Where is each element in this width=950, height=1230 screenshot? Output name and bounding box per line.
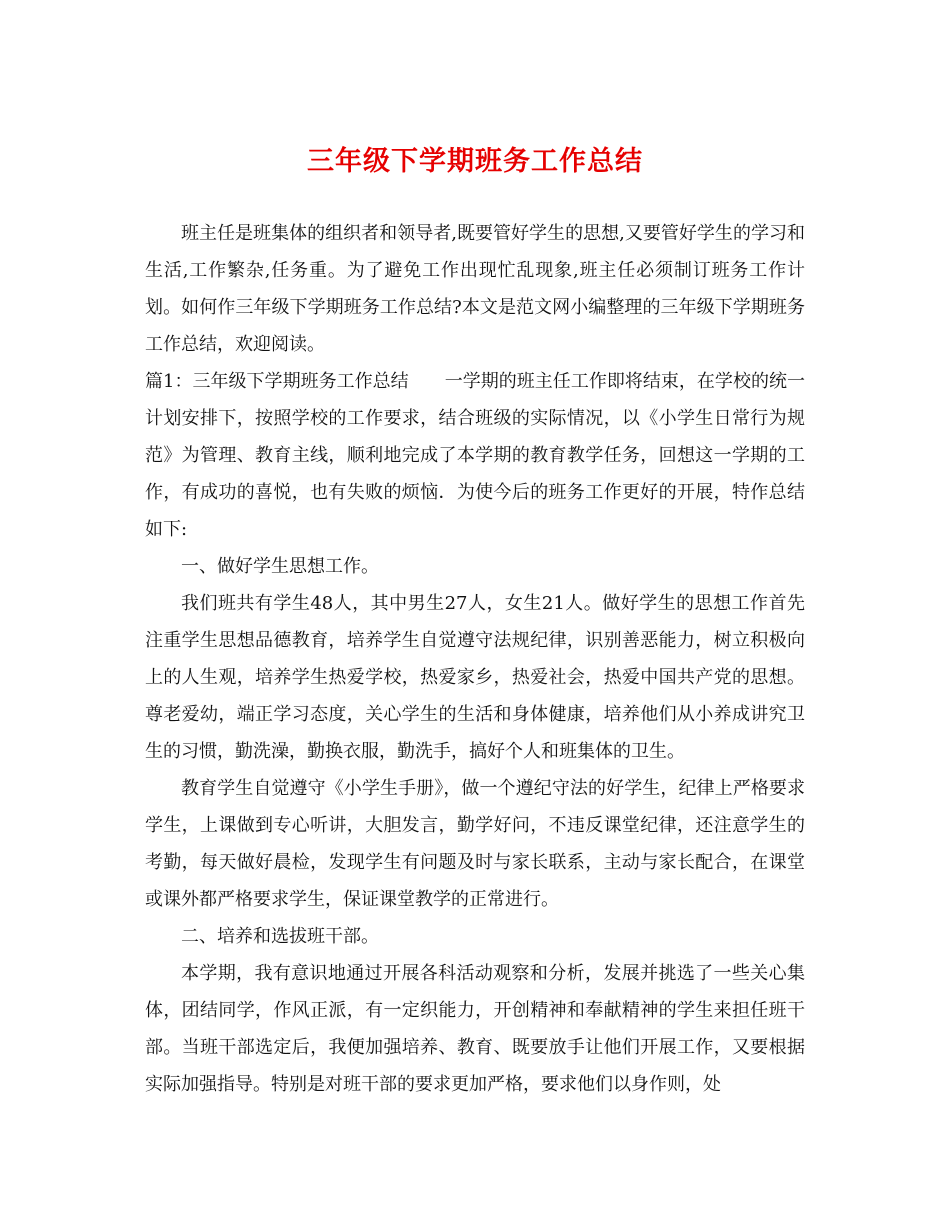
- document-title: 三年级下学期班务工作总结: [307, 146, 643, 177]
- section-heading-2: 二、培养和选拔班干部。: [181, 926, 379, 947]
- paragraph-class-cadre: 本学期，我有意识地通过开展各科活动观察和分析，发展并挑选了一些关心集体，团结同学，作风正派，有一定织能力，开创精神和奉献精神的学生来担任班干部。当班干部选定后，我便加强培养、教育、既要放手让他们开展工作，又要根据实际加强指导。特别是对班干部的要求更加严格，要求他们以身作则，处: [145, 963, 805, 1095]
- document-body: [145, 215, 805, 1103]
- section-heading-1: 一、做好学生思想工作。: [181, 556, 379, 577]
- paragraph-discipline: 教育学生自觉遵守《小学生手册》，做一个遵纪守法的好学生，纪律上严格要求学生，上课做到专心听讲，大胆发言，勤学好问，不违反课堂纪律，还注意学生的考勤，每天做好晨检，发现学生有问题及时与家长联系，主动与家长配合，在课堂或课外都严格要求学生，保证课堂教学的正常进行。: [145, 778, 805, 910]
- paragraph-part1-opening: 篇1：三年级下学期班务工作总结 一学期的班主任工作即将结束，在学校的统一计划安排下，按照学校的工作要求，结合班级的实际情况，以《小学生日常行为规范》为管理、教育主线，顺利地完成了本学期的教育教学任务，回想这一学期的工作，有成功的喜悦，也有失败的烦恼．为使今后的班务工作更好的开展，特作总结如下:: [145, 371, 805, 540]
- paragraph-intro: 班主任是班集体的组织者和领导者,既要管好学生的思想,又要管好学生的学习和生活,工作繁杂,任务重。为了避免工作出现忙乱现象,班主任必须制订班务工作计划。如何作三年级下学期班务工作总结?本文是范文网小编整理的三年级下学期班务工作总结，欢迎阅读。: [145, 223, 805, 355]
- paragraph-student-thought: 我们班共有学生48人，其中男生27人，女生21人。做好学生的思想工作首先注重学生思想品德教育，培养学生自觉遵守法规纪律，识别善恶能力，树立积极向上的人生观，培养学生热爱学校，热爱家乡，热爱社会，热爱中国共产党的思想。尊老爱幼，端正学习态度，关心学生的生活和身体健康，培养他们从小养成讲究卫生的习惯，勤洗澡，勤换衣服，勤洗手，搞好个人和班集体的卫生。: [145, 593, 805, 762]
